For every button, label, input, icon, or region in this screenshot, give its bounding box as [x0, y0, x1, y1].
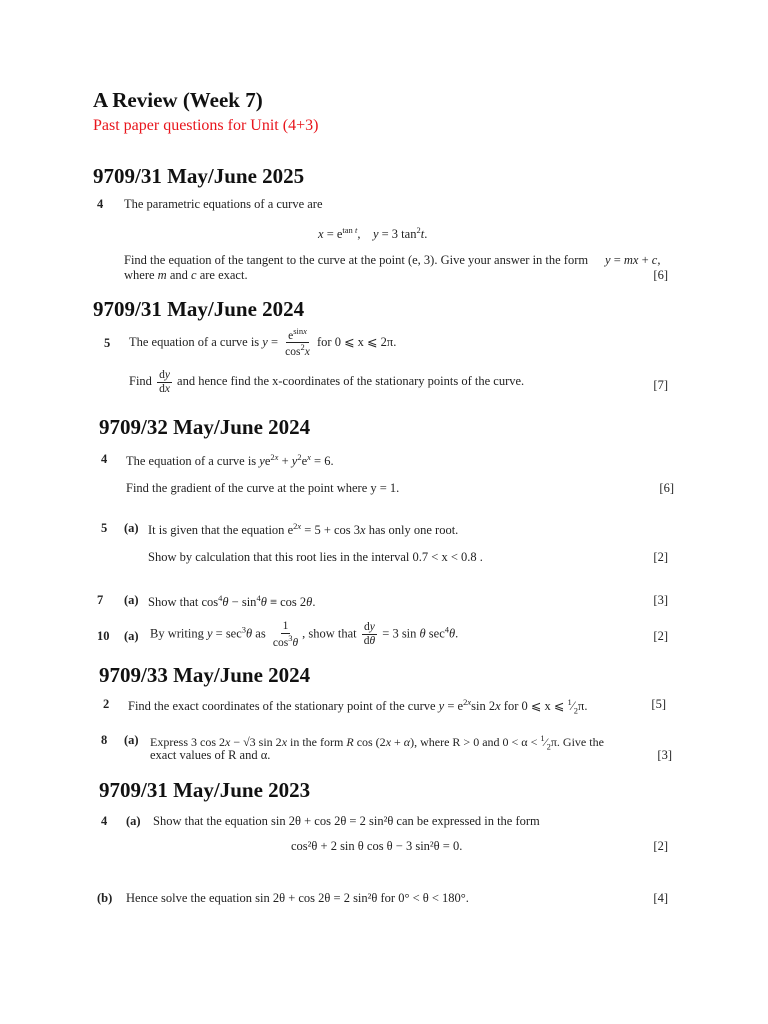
section-heading-2023: 9709/31 May/June 2023: [99, 778, 311, 802]
question-number: 7: [97, 593, 104, 607]
section-heading-2024-33: 9709/33 May/June 2024: [99, 663, 311, 687]
question-text: The equation of a curve is y = $\frac{e^{sinx}}{\cos^2x}$ for 0 ⩽ x ⩽ 2π.: [129, 326, 397, 359]
question-text: Find the equation of the tangent to the curve at the point (e, 3). Give your answer in the form: [124, 253, 589, 267]
question-text: The equation of a curve is $ye^{2x} + y^2e^x = 6$.: [126, 452, 334, 469]
question-part: (a): [126, 814, 141, 828]
marks: [7]: [653, 378, 668, 392]
marks: [3]: [657, 748, 672, 762]
equation: $x = e^{tan t}$, y = 3 $\tan^2t$.: [318, 225, 428, 242]
question-part: (b): [97, 891, 113, 905]
question-part: (a): [124, 521, 139, 535]
marks: [5]: [651, 697, 666, 711]
question-text: Express 3 cos 2x − √3 sin 2x in the form R cos (2x + α), where R > 0 and $0 < \alpha < ^1⁄_2\pi$. Give the: [150, 733, 604, 752]
question-text: Show that the equation sin 2θ + cos 2θ = 2 sin²θ can be expressed in the form: [153, 814, 540, 828]
section-heading-2024-31: 9709/31 May/June 2024: [93, 297, 305, 321]
question-text: Show that $\cos^4\theta - \sin^4\theta \equiv \cos 2\theta$.: [148, 593, 316, 610]
question-text: By writing $y = \sec^3\theta$ as $\frac{1}{\cos^3\theta}$ , show that $\frac{dy}{d\theta}$ = 3 sin θ $\sec^4\theta$.: [150, 620, 459, 649]
question-number: 4: [101, 452, 108, 466]
section-heading-2024-32: 9709/32 May/June 2024: [99, 415, 311, 439]
marks: [2]: [653, 839, 668, 853]
question-part: (a): [124, 733, 139, 747]
question-number: 4: [101, 814, 108, 828]
marks: [2]: [653, 550, 668, 564]
page-subtitle: Past paper questions for Unit (4+3): [93, 117, 319, 134]
section-heading-2025: 9709/31 May/June 2025: [93, 164, 305, 188]
marks: [3]: [653, 593, 668, 607]
question-text: where m and c are exact.: [124, 268, 248, 282]
marks: [6]: [659, 481, 674, 495]
question-part: (a): [124, 593, 139, 607]
question-number: 4: [97, 197, 104, 211]
page-title: A Review (Week 7): [93, 88, 263, 112]
question-part: (a): [124, 629, 139, 643]
question-text: Find the exact coordinates of the stationary point of the curve $y = e^{2x}\sin$ 2x for 0 ⩽ x ⩽ $^1⁄_2\pi$.: [128, 697, 588, 716]
question-number: 10: [97, 629, 110, 643]
equation: cos²θ + 2 sin θ cos θ − 3 sin²θ = 0.: [291, 839, 463, 853]
answer-form: y = mx + c,: [605, 253, 661, 267]
question-text: Find $\frac{dy}{dx}$ and hence find the x-coordinates of the stationary points of the curve.: [129, 369, 525, 395]
question-text: Hence solve the equation sin 2θ + cos 2θ = 2 sin²θ for 0° < θ < 180°.: [126, 891, 469, 905]
question-text: It is given that the equation $e^{2x} = 5 + \cos 3x$ has only one root.: [148, 521, 459, 538]
marks: [2]: [653, 629, 668, 643]
question-text: exact values of R and α.: [150, 748, 271, 762]
question-text: Find the gradient of the curve at the point where y = 1.: [126, 481, 400, 495]
marks: [4]: [653, 891, 668, 905]
question-number: 2: [103, 697, 110, 711]
question-text: Show by calculation that this root lies in the interval 0.7 < x < 0.8 .: [148, 550, 483, 564]
question-number: 5: [101, 521, 108, 535]
question-number: 8: [101, 733, 108, 747]
question-text: The parametric equations of a curve are: [124, 197, 323, 211]
marks: [6]: [653, 268, 668, 282]
question-number: 5: [104, 336, 111, 350]
